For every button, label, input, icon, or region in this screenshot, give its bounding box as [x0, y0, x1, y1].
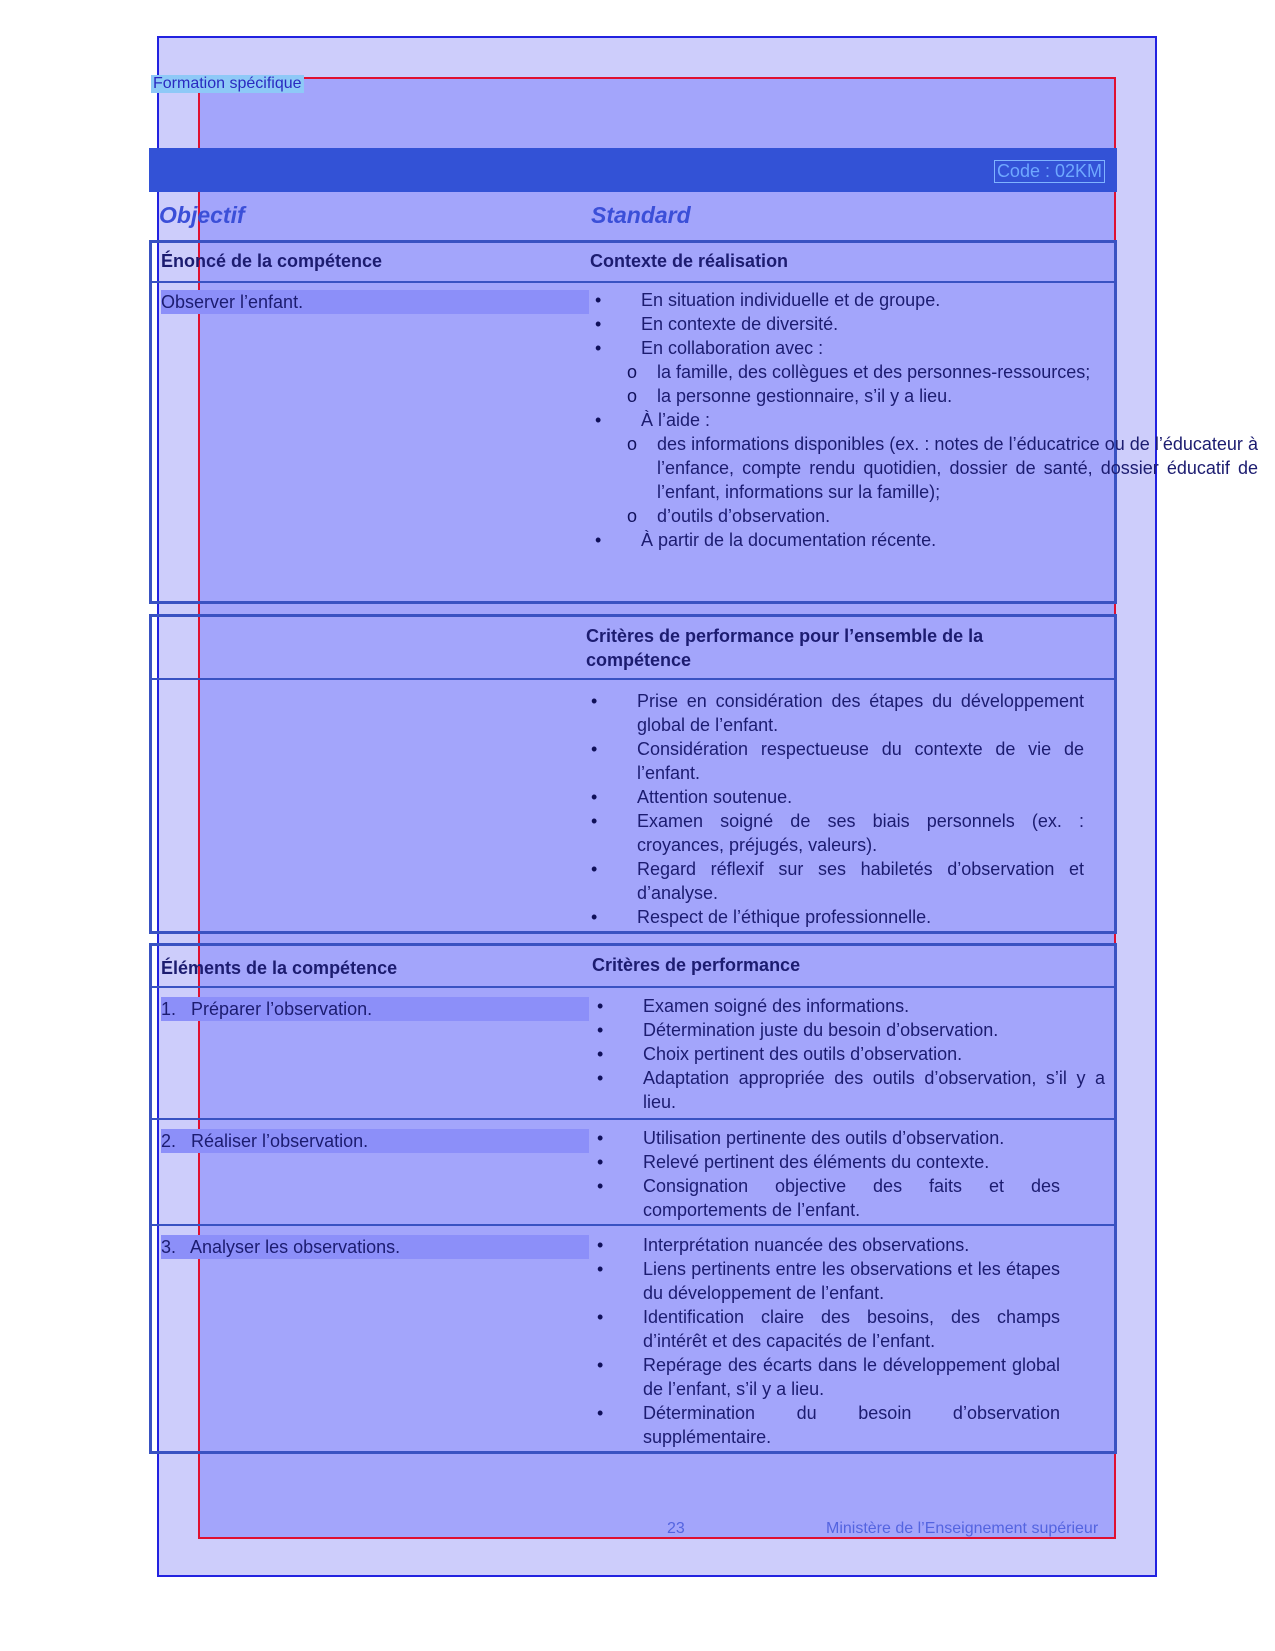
- element-2-criteria: [597, 1126, 1060, 1222]
- bullet-icon: •: [597, 1020, 604, 1040]
- bullet-icon: •: [591, 811, 598, 831]
- code-bar: [149, 148, 1117, 192]
- element-3-criteria: [597, 1233, 1060, 1449]
- item-text: la personne gestionnaire, s’il y a lieu.: [657, 386, 953, 406]
- item-text: Considération respectueuse du contexte de vie de l’enfant.: [637, 739, 1084, 783]
- element-2: [161, 1129, 589, 1153]
- list-item: [595, 336, 1258, 360]
- item-text: En collaboration avec :: [641, 338, 824, 358]
- list-item: [597, 1126, 1060, 1150]
- program-code: Code : 02KM: [994, 160, 1105, 183]
- sub-bullet-icon: o: [627, 434, 638, 454]
- bullet-icon: •: [595, 314, 602, 334]
- item-text: Respect de l’éthique professionnelle.: [637, 907, 932, 927]
- page-number: 23: [667, 1520, 685, 1537]
- item-text: Relevé pertinent des éléments du contexte.: [643, 1152, 990, 1172]
- divider: [152, 986, 1114, 988]
- bullet-icon: •: [597, 1176, 604, 1196]
- statement-heading: Énoncé de la compétence: [161, 251, 383, 271]
- bullet-icon: •: [591, 907, 598, 927]
- bullet-icon: •: [597, 1152, 604, 1172]
- bullet-icon: •: [595, 410, 602, 430]
- list-item: [597, 1174, 1060, 1222]
- item-text: Utilisation pertinente des outils d’observation.: [643, 1128, 1005, 1148]
- element-1-criteria: [597, 994, 1105, 1114]
- bullet-icon: •: [597, 996, 604, 1016]
- context-heading: Contexte de réalisation: [590, 251, 789, 271]
- item-text: À partir de la documentation récente.: [641, 530, 937, 550]
- bullet-icon: •: [595, 530, 602, 550]
- item-text: Prise en considération des étapes du développement global de l’enfant.: [637, 691, 1084, 735]
- elements-section: [149, 943, 1117, 1454]
- element-1: [161, 997, 589, 1021]
- bullet-icon: •: [591, 691, 598, 711]
- bullet-icon: •: [597, 1403, 604, 1423]
- item-text: la famille, des collègues et des personnes-ressources;: [657, 362, 1091, 382]
- context-list: [595, 288, 1258, 552]
- item-text: d’outils d’observation.: [657, 506, 831, 526]
- running-title: Formation spécifique: [153, 75, 302, 92]
- bullet-icon: •: [597, 1128, 604, 1148]
- item-text: Identification claire des besoins, des champs d’intérêt et des capacités de l’enfant.: [643, 1307, 1060, 1351]
- list-item: [591, 689, 1084, 737]
- list-item: [595, 312, 1258, 336]
- item-text: En situation individuelle et de groupe.: [641, 290, 941, 310]
- list-item: [597, 994, 1105, 1018]
- item-text: En contexte de diversité.: [641, 314, 839, 334]
- list-item: [597, 1042, 1105, 1066]
- list-item: [597, 1066, 1105, 1114]
- list-item: [595, 288, 1258, 312]
- bullet-icon: •: [591, 787, 598, 807]
- sub-list-item: [595, 504, 1258, 528]
- elements-heading: Éléments de la compétence: [161, 958, 398, 978]
- bullet-icon: •: [595, 290, 602, 310]
- sub-bullet-icon: o: [627, 362, 638, 382]
- bullet-icon: •: [597, 1355, 604, 1375]
- list-item: [597, 1150, 1060, 1174]
- overall-criteria-section: [149, 614, 1117, 934]
- item-text: Choix pertinent des outils d’observation.: [643, 1044, 963, 1064]
- list-item: [597, 1305, 1060, 1353]
- bullet-icon: •: [597, 1259, 604, 1279]
- competency-statement: Observer l’enfant.: [161, 290, 589, 314]
- standard-heading: Standard: [591, 202, 691, 228]
- item-text: Examen soigné de ses biais personnels (ex. : croyances, préjugés, valeurs).: [637, 811, 1084, 855]
- list-item: [591, 737, 1084, 785]
- sub-list-item: [595, 432, 1258, 504]
- item-text: Repérage des écarts dans le développement global de l’enfant, s’il y a lieu.: [643, 1355, 1060, 1399]
- list-item: [597, 1233, 1060, 1257]
- element-label: Analyser les observations.: [190, 1237, 401, 1257]
- sub-bullet-icon: o: [627, 386, 638, 406]
- element-number: 1.: [161, 999, 177, 1019]
- list-item: [591, 809, 1084, 857]
- item-text: Adaptation appropriée des outils d’observation, s’il y a lieu.: [643, 1068, 1105, 1112]
- element-number: 3.: [161, 1237, 177, 1257]
- overall-criteria-list: [591, 689, 1084, 929]
- list-item: [595, 408, 1258, 432]
- divider: [152, 281, 1114, 283]
- sub-list-item: [595, 384, 1258, 408]
- list-item: [597, 1353, 1060, 1401]
- overall-criteria-heading: Critères de performance pour l’ensemble de la compétence: [586, 626, 984, 670]
- bullet-icon: •: [597, 1307, 604, 1327]
- item-text: Interprétation nuancée des observations.: [643, 1235, 970, 1255]
- element-3: [161, 1235, 589, 1259]
- bullet-icon: •: [597, 1068, 604, 1088]
- divider: [152, 1224, 1114, 1226]
- objective-heading: Objectif: [159, 202, 245, 228]
- item-text: Attention soutenue.: [637, 787, 793, 807]
- bullet-icon: •: [597, 1235, 604, 1255]
- item-text: des informations disponibles (ex. : notes de l’éducatrice ou de l’éducateur à l’enfance, compte rendu quotidien, dossier de santé, dossier éducatif de l’enfant, informations sur la famille);: [657, 434, 1258, 502]
- list-item: [591, 905, 1084, 929]
- divider: [152, 678, 1114, 680]
- bullet-icon: •: [591, 739, 598, 759]
- item-text: À l’aide :: [641, 410, 711, 430]
- element-label: Réaliser l’observation.: [191, 1131, 369, 1151]
- bullet-icon: •: [597, 1044, 604, 1064]
- item-text: Examen soigné des informations.: [643, 996, 910, 1016]
- item-text: Regard réflexif sur ses habiletés d’observation et d’analyse.: [637, 859, 1084, 903]
- list-item: [595, 528, 1258, 552]
- bullet-icon: •: [591, 859, 598, 879]
- publisher: Ministère de l’Enseignement supérieur: [826, 1520, 1099, 1537]
- criteria-heading: Critères de performance: [592, 955, 801, 975]
- element-label: Préparer l’observation.: [191, 999, 373, 1019]
- sub-list-item: [595, 360, 1258, 384]
- element-number: 2.: [161, 1131, 177, 1151]
- item-text: Liens pertinents entre les observations et les étapes du développement de l’enfant.: [643, 1259, 1060, 1303]
- list-item: [597, 1257, 1060, 1305]
- list-item: [591, 785, 1084, 809]
- competency-section: [149, 240, 1258, 604]
- sub-bullet-icon: o: [627, 506, 638, 526]
- item-text: Détermination du besoin d’observation supplémentaire.: [643, 1403, 1060, 1447]
- list-item: [597, 1401, 1060, 1449]
- item-text: Détermination juste du besoin d’observation.: [643, 1020, 999, 1040]
- item-text: Consignation objective des faits et des comportements de l’enfant.: [643, 1176, 1060, 1220]
- list-item: [591, 857, 1084, 905]
- divider: [152, 1118, 1114, 1120]
- bullet-icon: •: [595, 338, 602, 358]
- list-item: [597, 1018, 1105, 1042]
